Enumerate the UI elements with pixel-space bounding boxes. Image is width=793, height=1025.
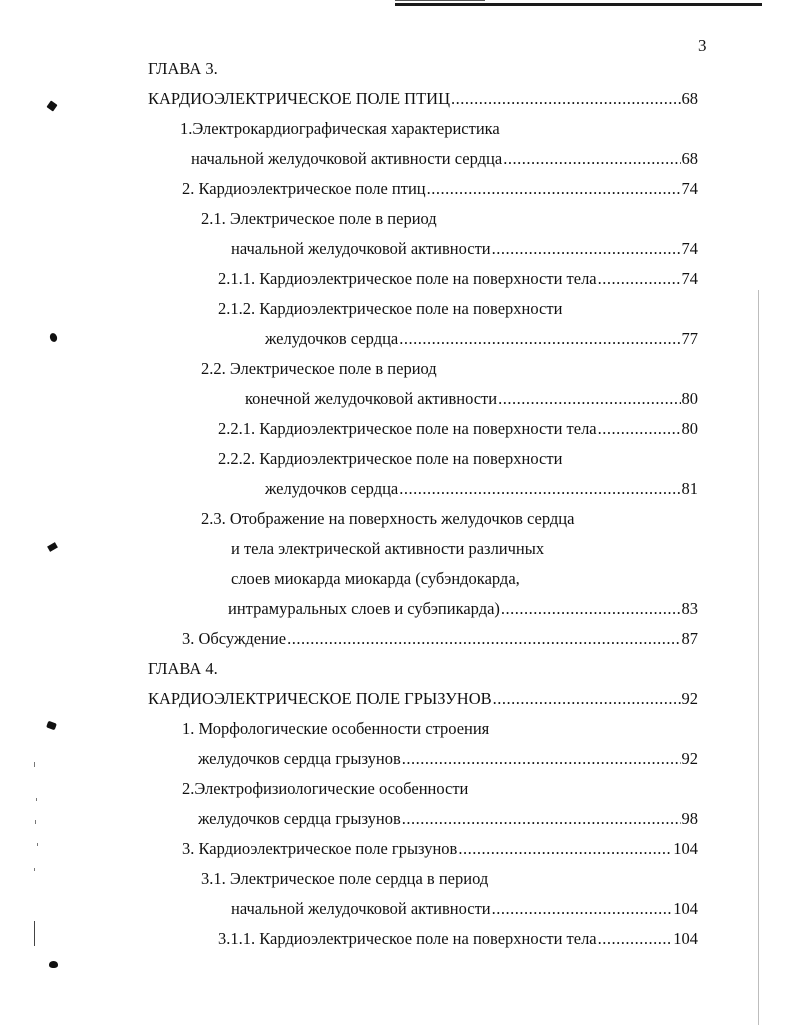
- dot-leader: [498, 389, 680, 409]
- toc-entry-3-2-1[interactable]: [231, 239, 698, 259]
- dot-leader: [399, 479, 680, 499]
- dot-leader: [402, 749, 681, 769]
- toc-page-number: 98: [681, 809, 698, 828]
- dot-leader: [427, 179, 681, 199]
- toc-page-number: 68: [681, 89, 698, 108]
- chapter-4-label: ГЛАВА 4.: [148, 659, 218, 678]
- dot-leader: [492, 239, 681, 259]
- toc-page-number: 92: [681, 749, 698, 768]
- toc-entry-title: желудочков сердца грызунов: [198, 749, 401, 768]
- page-edge-shadow: [758, 290, 759, 1025]
- toc-entry-title: 3.1.1. Кардиоэлектрическое поле на поверхности тела: [218, 929, 597, 948]
- dot-leader: [501, 599, 681, 619]
- toc-entry-3-2-2[interactable]: [245, 389, 698, 409]
- toc-entry-3-2-1-2[interactable]: [265, 329, 698, 349]
- toc-page-number: 74: [681, 179, 698, 198]
- toc-entry-title: желудочков сердца грызунов: [198, 809, 401, 828]
- toc-entry-title: начальной желудочковой активности: [231, 239, 491, 258]
- toc-entry-3-2-3[interactable]: [228, 599, 698, 619]
- toc-entry-title: 2.Электрофизиологические особенности: [182, 779, 469, 798]
- top-edge-line: [395, 0, 485, 1]
- toc-entry-4-1[interactable]: [198, 749, 698, 769]
- toc-entry-3-2-2-1[interactable]: [218, 419, 698, 439]
- toc-page-number: 87: [681, 629, 698, 648]
- toc-entry-title: 2.2.1. Кардиоэлектрическое поле на поверхности тела: [218, 419, 597, 438]
- scan-speck: [36, 798, 37, 801]
- toc-page-number: 80: [681, 389, 698, 408]
- toc-entry-title: 3. Обсуждение: [182, 629, 287, 648]
- scan-speck: [34, 762, 35, 767]
- dot-leader: [598, 269, 681, 289]
- scan-speck: [35, 820, 36, 824]
- dot-leader: [451, 89, 681, 109]
- toc-page-number: 104: [673, 839, 698, 858]
- toc-entry-4-2[interactable]: [198, 809, 698, 829]
- dot-leader: [493, 689, 681, 709]
- binding-hole-mark: [47, 542, 58, 552]
- top-edge-rule: [395, 3, 762, 6]
- toc-entry-title: желудочков сердца: [265, 479, 399, 498]
- toc-entry-title: конечной желудочковой активности: [245, 389, 498, 408]
- toc-entry-chapter-3[interactable]: [148, 89, 698, 109]
- toc-entry-chapter-4[interactable]: [148, 689, 698, 709]
- dot-leader: [402, 809, 681, 829]
- toc-entry-title: 2.2. Электрическое поле в период: [201, 359, 437, 378]
- dot-leader: [598, 419, 681, 439]
- toc-page-number: 68: [681, 149, 698, 168]
- toc-entry-title: начальной желудочковой активности: [231, 899, 491, 918]
- scan-speck: [34, 921, 35, 946]
- toc-entry-title: и тела электрической активности различных: [231, 539, 545, 558]
- dot-leader: [287, 629, 680, 649]
- toc-entry-title: 2.1. Электрическое поле в период: [201, 209, 437, 228]
- chapter-3-label: ГЛАВА 3.: [148, 59, 218, 78]
- toc-entry-title: КАРДИОЭЛЕКТРИЧЕСКОЕ ПОЛЕ ПТИЦ: [148, 89, 450, 108]
- toc-entry-title: 2. Кардиоэлектрическое поле птиц: [182, 179, 426, 198]
- dot-leader: [598, 929, 673, 949]
- toc-page-number: 83: [681, 599, 698, 618]
- toc-entry-title: желудочков сердца: [265, 329, 399, 348]
- toc-page-number: 80: [681, 419, 698, 438]
- toc-entry-3-2-2-2[interactable]: [265, 479, 698, 499]
- toc-page-number: 74: [681, 239, 698, 258]
- toc-entry-4-3-1[interactable]: [231, 899, 698, 919]
- toc-entry-title: 3. Кардиоэлектрическое поле грызунов: [182, 839, 458, 858]
- dot-leader: [399, 329, 680, 349]
- toc-entry-title: 2.3. Отображение на поверхность желудочков сердца: [201, 509, 575, 528]
- toc-entry-title: слоев миокарда миокарда (субэндокарда,: [231, 569, 520, 588]
- binding-hole-mark: [46, 100, 57, 111]
- toc-entry-title: 2.1.2. Кардиоэлектрическое поле на поверхности: [218, 299, 563, 318]
- toc-entry-title: 1.Электрокардиографическая характеристика: [180, 119, 500, 138]
- page-number: 3: [698, 36, 707, 55]
- toc-entry-4-3-1-1[interactable]: [218, 929, 698, 949]
- toc-entry-title: 2.1.1. Кардиоэлектрическое поле на поверхности тела: [218, 269, 597, 288]
- toc-page-number: 81: [681, 479, 698, 498]
- toc-entry-title: начальной желудочковой активности сердца: [191, 149, 503, 168]
- toc-page-number: 77: [681, 329, 698, 348]
- toc-page-number: 104: [673, 899, 698, 918]
- dot-leader: [503, 149, 680, 169]
- toc-page-number: 104: [673, 929, 698, 948]
- toc-entry-title: 2.2.2. Кардиоэлектрическое поле на поверхности: [218, 449, 563, 468]
- toc-entry-4-3[interactable]: [182, 839, 698, 859]
- binding-hole-mark: [49, 961, 58, 968]
- scan-speck: [34, 868, 35, 871]
- toc-entry-title: интрамуральных слоев и субэпикарда): [228, 599, 500, 618]
- toc-page-number: 74: [681, 269, 698, 288]
- toc-page-number: 92: [681, 689, 698, 708]
- toc-entry-title: КАРДИОЭЛЕКТРИЧЕСКОЕ ПОЛЕ ГРЫЗУНОВ: [148, 689, 492, 708]
- scan-speck: [37, 843, 38, 846]
- binding-hole-mark: [46, 721, 57, 731]
- toc-entry-title: 3.1. Электрическое поле сердца в период: [201, 869, 489, 888]
- binding-hole-mark: [49, 332, 59, 343]
- dot-leader: [492, 899, 673, 919]
- toc-entry-3-2[interactable]: [182, 179, 698, 199]
- toc-entry-3-1[interactable]: [191, 149, 698, 169]
- toc-entry-3-2-1-1[interactable]: [218, 269, 698, 289]
- toc-entry-title: 1. Морфологические особенности строения: [182, 719, 490, 738]
- dot-leader: [458, 839, 672, 859]
- toc-entry-3-3[interactable]: [182, 629, 698, 649]
